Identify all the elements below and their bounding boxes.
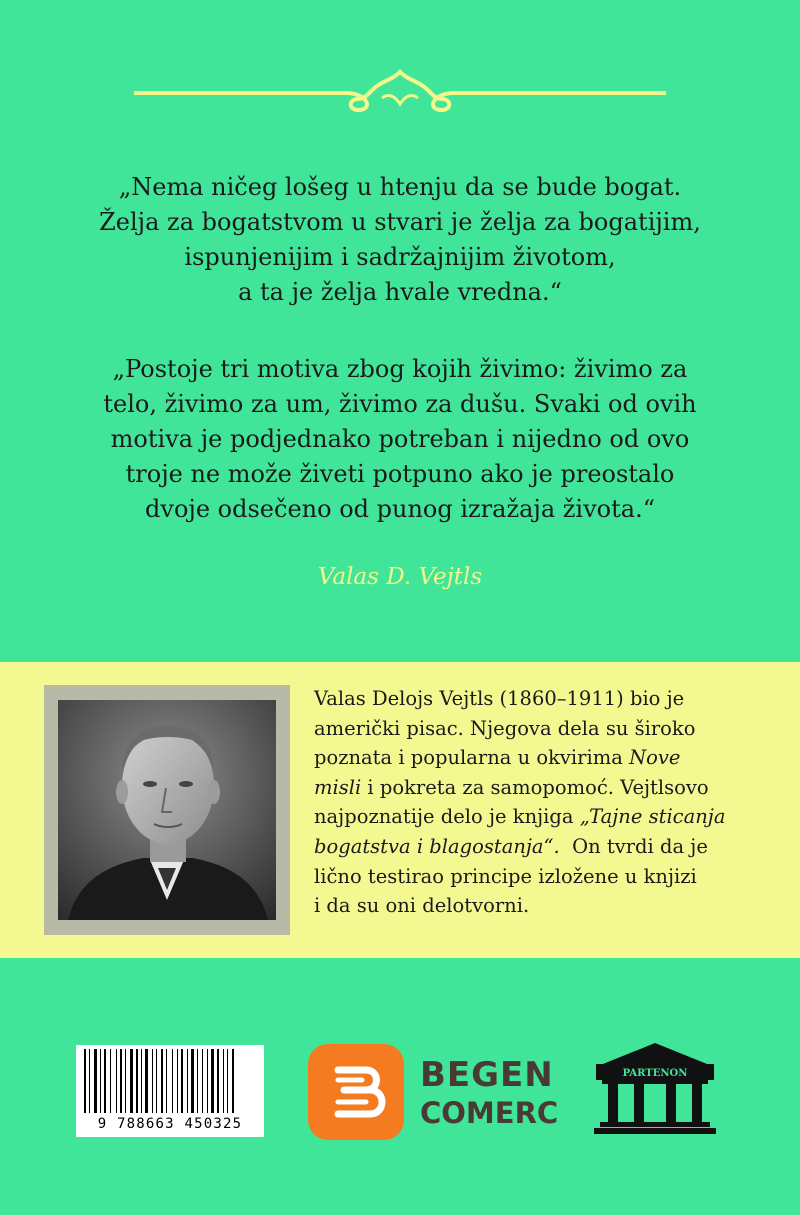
quote-line: „Nema ničeg lošeg u htenju da se bude bogat. xyxy=(118,173,682,201)
barcode-bar xyxy=(191,1049,194,1113)
begen-comerc-logo xyxy=(308,1044,404,1140)
quote-line: Želja za bogatstvom u stvari je želja za bogatijim, xyxy=(99,208,701,236)
author-portrait-photo xyxy=(58,700,276,920)
barcode-bar xyxy=(177,1049,178,1113)
quote-line: a ta je želja hvale vredna.“ xyxy=(238,278,562,306)
bio-italic-text: misli xyxy=(314,775,362,799)
barcode-bar xyxy=(207,1049,208,1113)
portrait-illustration xyxy=(58,700,276,920)
barcode-bar xyxy=(94,1049,97,1113)
quote-line: motiva je podjednako potreban i nijedno od ovo xyxy=(110,425,690,453)
barcode-bar xyxy=(202,1049,203,1113)
bio-text: On tvrdi da je xyxy=(572,834,708,858)
bio-text: Valas Delojs Vejtls (1860–1911) bio je xyxy=(314,687,685,710)
barcode-bar xyxy=(141,1049,142,1113)
barcode-bar xyxy=(223,1049,224,1113)
bio-text: poznata i popularna u okvirima xyxy=(314,746,623,770)
barcode-bar xyxy=(130,1049,133,1113)
bio-text: lično testirao principe izložene u knjizi xyxy=(314,864,697,888)
quote-line: ispunjenijim i sadržajnijim životom, xyxy=(184,243,616,271)
barcode-bar xyxy=(197,1049,198,1113)
author-bio-text xyxy=(314,684,784,921)
barcode-bar xyxy=(156,1049,157,1113)
bio-book-title: „Tajne sticanja xyxy=(579,805,726,829)
barcode-bar xyxy=(116,1049,117,1113)
barcode-bar xyxy=(227,1049,228,1113)
barcode-bar xyxy=(84,1049,86,1113)
quote-line: dvoje odsečeno od punog izražaja života.“ xyxy=(145,495,655,523)
barcode-bar xyxy=(152,1049,153,1113)
bio-italic-text: Nove xyxy=(629,746,681,770)
quote-line: telo, živimo za um, živimo za dušu. Svaki od ovih xyxy=(103,390,697,418)
quote-author: Valas D. Vejtls xyxy=(317,564,483,590)
barcode-bar xyxy=(89,1049,90,1113)
begen-comerc-wordmark xyxy=(420,1056,558,1132)
partenon-wordmark: PARTENON xyxy=(622,1068,688,1079)
barcode-bar xyxy=(100,1049,101,1113)
barcode-bar xyxy=(110,1049,111,1113)
decorative-ornament xyxy=(134,68,666,114)
barcode-bar xyxy=(217,1049,219,1113)
barcode-bar xyxy=(187,1049,188,1113)
barcode-bar xyxy=(120,1049,122,1113)
barcode-bar xyxy=(211,1049,214,1113)
barcode-bar xyxy=(172,1049,173,1113)
quote-second xyxy=(60,352,740,527)
isbn-barcode xyxy=(76,1045,264,1137)
barcode-bar xyxy=(232,1049,234,1113)
begen-wordmark-line1: BEGEN xyxy=(420,1055,554,1095)
barcode-bars xyxy=(76,1045,264,1115)
quote-first xyxy=(60,170,740,310)
barcode-bar xyxy=(161,1049,163,1113)
bio-text: i pokreta za samopomoć. Vejtlsovo xyxy=(367,775,709,799)
begen-wordmark-line2: COMERC xyxy=(420,1096,559,1130)
bio-text: američki pisac. Njegova dela su široko xyxy=(314,716,696,740)
barcode-bar xyxy=(104,1049,106,1113)
bio-text: i da su oni delotvorni. xyxy=(314,894,530,918)
bio-text: najpoznatije delo je knjiga xyxy=(314,805,574,829)
barcode-bar xyxy=(145,1049,148,1113)
barcode-bar xyxy=(136,1049,138,1113)
barcode-bar xyxy=(166,1049,167,1113)
quote-line: „Postoje tri motiva zbog kojih živimo: živimo za xyxy=(112,355,688,383)
isbn-number: 9 788663 450325 xyxy=(97,1116,243,1132)
barcode-bar xyxy=(125,1049,126,1113)
barcode-bar xyxy=(181,1049,183,1113)
quote-line: troje ne može živeti potpuno ako je preostalo xyxy=(125,460,675,488)
partenon-logo xyxy=(592,1040,718,1136)
bio-book-title: bogatstva i blagostanja“. xyxy=(314,834,560,858)
begen-b-icon xyxy=(308,1044,404,1140)
